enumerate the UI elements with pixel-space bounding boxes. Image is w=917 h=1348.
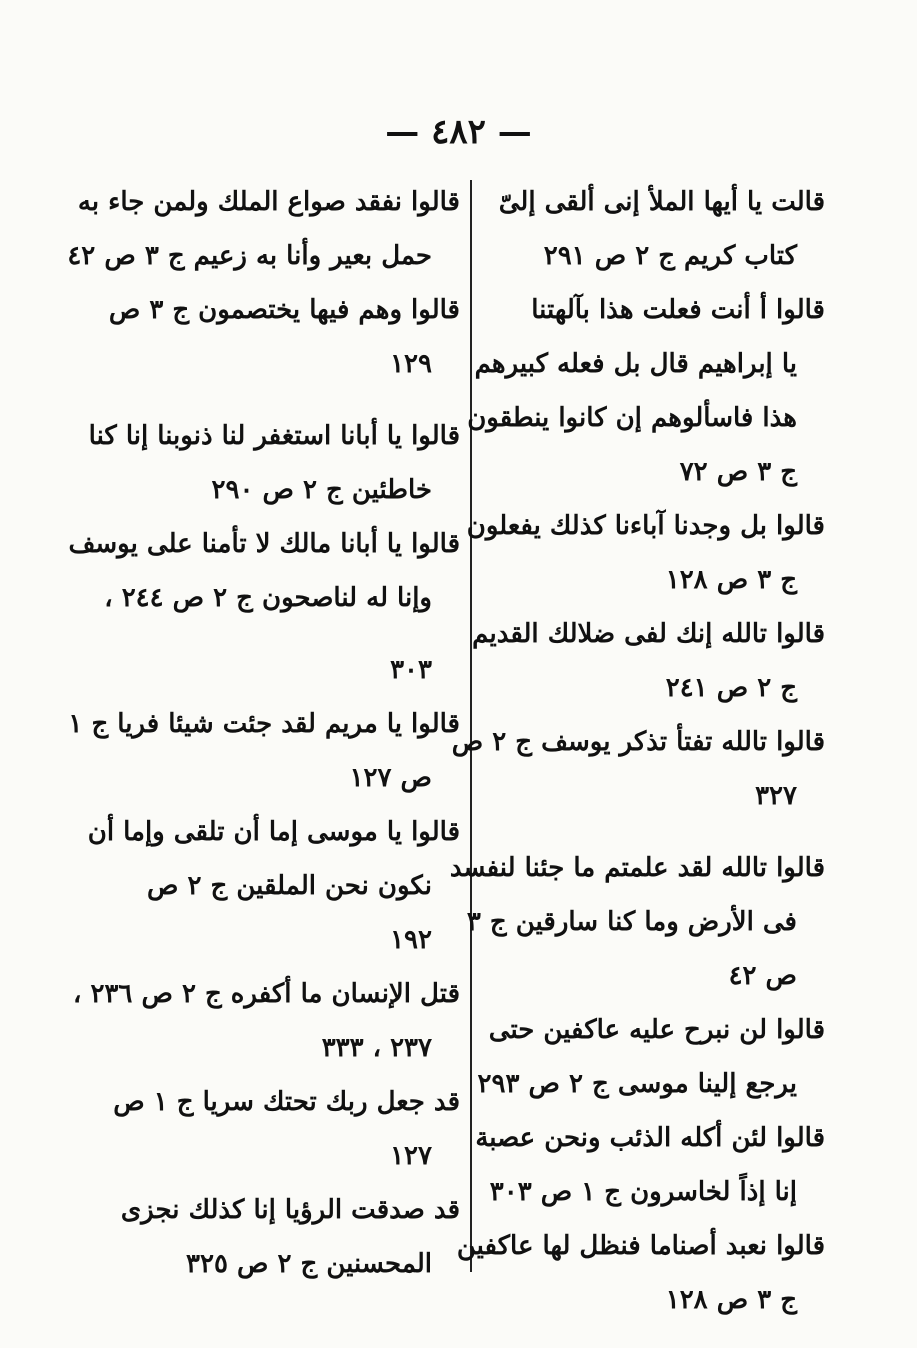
page-number: — ٤٨٢ — (385, 112, 532, 152)
index-line: قالوا يا أبانا مالك لا تأمنا على يوسف (68, 529, 460, 559)
index-line: قالوا تالله تفتأ تذكر يوسف ج ٢ ص (451, 727, 825, 757)
index-line: قالوا يا أبانا استغفر لنا ذنوبنا إنا كنا (88, 421, 460, 451)
index-line: يرجع إلينا موسى ج ٢ ص ٢٩٣ (477, 1069, 797, 1099)
index-line: فى الأرض وما كنا سارقين ج ٣ (466, 907, 797, 937)
index-line: خاطئين ج ٢ ص ٢٩٠ (211, 475, 432, 505)
index-line: المحسنين ج ٢ ص ٣٢٥ (186, 1249, 432, 1279)
index-line: قالوا تالله إنك لفى ضلالك القديم (472, 619, 825, 649)
index-line: هذا فاسألوهم إن كانوا ينطقون (467, 403, 797, 433)
index-line: قد جعل ربك تحتك سريا ج ١ ص (113, 1087, 460, 1117)
index-line: قالوا يا موسى إما أن تلقى وإما أن (87, 817, 460, 847)
index-line: قد صدقت الرؤيا إنا كذلك نجزى (120, 1195, 460, 1225)
index-line: إنا إذاً لخاسرون ج ١ ص ٣٠٣ (489, 1177, 797, 1207)
index-line: يا إبراهيم قال بل فعله كبيرهم (474, 349, 797, 379)
index-line: قالوا بل وجدنا آباءنا كذلك يفعلون (466, 511, 825, 541)
index-line: ج ٣ ص ٧٢ (679, 457, 797, 487)
index-line: ١٢٩ (390, 349, 432, 379)
right-column (449, 175, 825, 1327)
index-line: قالوا نعبد أصناما فنظل لها عاكفين (456, 1231, 825, 1261)
index-line: وإنا له لناصحون ج ٢ ص ٢٤٤ ، (104, 583, 432, 613)
index-line: ج ٣ ص ١٢٨ (665, 565, 797, 595)
index-line: ص ١٢٧ (349, 763, 432, 793)
index-line: قالوا لن نبرح عليه عاكفين حتى (488, 1015, 825, 1045)
index-line: ١٩٢ (390, 925, 432, 955)
index-line: حمل بعير وأنا به زعيم ج ٣ ص ٤٢ (67, 241, 432, 271)
index-line: ١٢٧ (390, 1141, 432, 1171)
index-line: ٢٣٧ ، ٣٣٣ (321, 1033, 432, 1063)
index-line: ص ٤٢ (728, 961, 797, 991)
index-line: قالوا يا مريم لقد جئت شيئا فريا ج ١ (68, 709, 460, 739)
index-line: قتل الإنسان ما أكفره ج ٢ ص ٢٣٦ ، (73, 979, 460, 1009)
index-line: قالوا أ أنت فعلت هذا بآلهتنا (531, 295, 825, 325)
index-line: ج ٢ ص ٢٤١ (665, 673, 797, 703)
index-line: نكون نحن الملقين ج ٢ ص (147, 871, 432, 901)
index-line: قالوا لئن أكله الذئب ونحن عصبة (475, 1123, 825, 1153)
index-line: قالوا نفقد صواع الملك ولمن جاء به (77, 187, 460, 217)
index-line: قالوا وهم فيها يختصمون ج ٣ ص (108, 295, 460, 325)
index-line: قالوا تالله لقد علمتم ما جئنا لنفسد (449, 853, 825, 883)
index-line: ٣٢٧ (755, 781, 797, 811)
index-line: ج ٣ ص ١٢٨ (665, 1285, 797, 1315)
left-column (67, 175, 460, 1291)
index-line: كتاب كريم ج ٢ ص ٢٩١ (543, 241, 797, 271)
index-line: قالت يا أيها الملأ إنى ألقى إلىّ (498, 187, 825, 217)
index-line: ٣٠٣ (390, 655, 432, 685)
